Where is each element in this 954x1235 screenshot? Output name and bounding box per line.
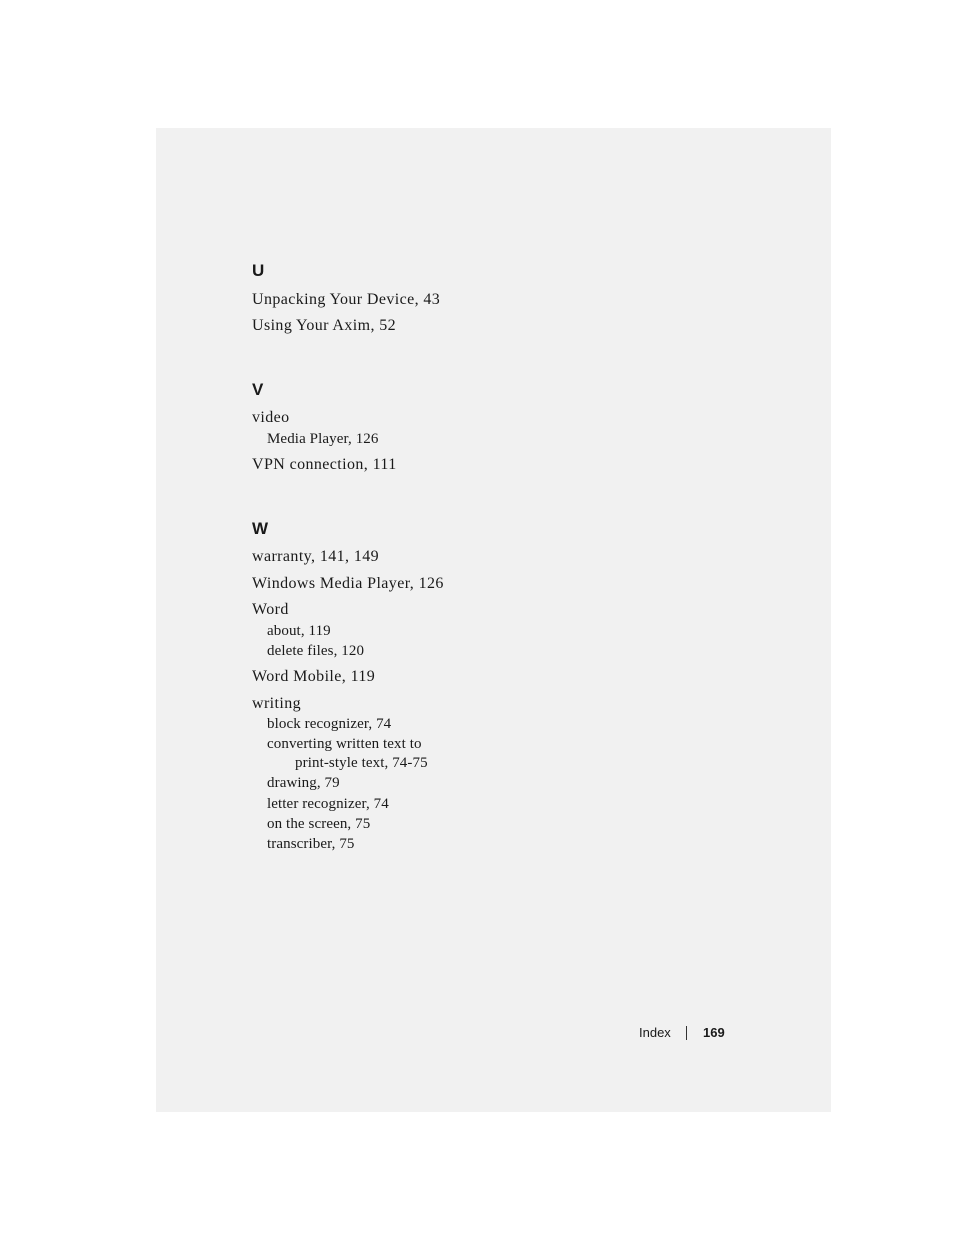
- index-entry: video: [252, 409, 290, 426]
- index-subentry: block recognizer, 74: [267, 716, 392, 732]
- index-subentry: about, 119: [267, 623, 331, 639]
- section-letter-u: U: [252, 261, 265, 280]
- index-entry: Word Mobile, 119: [252, 668, 376, 685]
- section-letter-v: V: [252, 380, 264, 399]
- footer-divider: [686, 1026, 687, 1040]
- index-entry: warranty, 141, 149: [252, 548, 380, 565]
- index-subentry-continuation: print-style text, 74-75: [295, 755, 428, 771]
- index-subentry: on the screen, 75: [267, 816, 371, 832]
- index-entry: Using Your Axim, 52: [252, 317, 397, 334]
- index-subentry: letter recognizer, 74: [267, 796, 389, 812]
- section-letter-w: W: [252, 519, 269, 538]
- index-subentry: delete files, 120: [267, 643, 365, 659]
- index-entry: Unpacking Your Device, 43: [252, 291, 441, 308]
- index-subentry: Media Player, 126: [267, 431, 379, 447]
- index-entry: writing: [252, 695, 302, 712]
- index-entry: Word: [252, 601, 289, 618]
- footer-section-label: Index: [639, 1025, 671, 1040]
- page-number: 169: [703, 1025, 725, 1040]
- index-subentry: transcriber, 75: [267, 836, 355, 852]
- index-entry: Windows Media Player, 126: [252, 575, 444, 592]
- index-entry: VPN connection, 111: [252, 456, 397, 473]
- index-subentry: drawing, 79: [267, 775, 340, 791]
- index-page: [156, 128, 831, 1112]
- index-subentry: converting written text to: [267, 736, 422, 752]
